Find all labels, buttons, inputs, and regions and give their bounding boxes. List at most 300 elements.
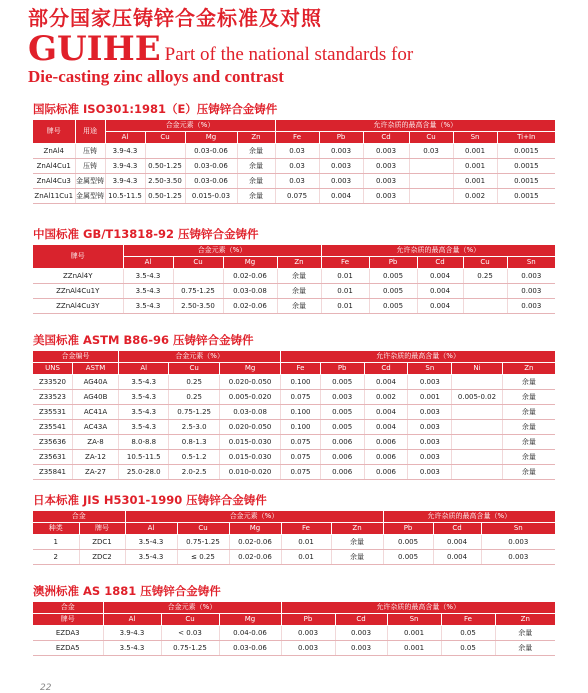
table-cell: 0.006 [364, 465, 408, 480]
table-cell [463, 299, 507, 314]
table-cell: 0.003 [408, 405, 452, 420]
table-cell: ≤ 0.25 [177, 550, 229, 565]
table-cell: 0.004 [417, 269, 463, 284]
section-title: 美国标准 ASTM B86-96 压铸锌合金铸件 [33, 333, 254, 347]
header-sub-cell: 牌号 [33, 614, 103, 626]
table-cell: 0.075 [281, 450, 320, 465]
header-sub-cell: Al [119, 363, 169, 375]
header-group-cell: 允许杂质的最高含量（%） [321, 245, 555, 257]
table-cell: 0.003 [408, 420, 452, 435]
header-sub-cell: Fe [281, 363, 320, 375]
table-cell: 3.9-4.3 [105, 174, 145, 189]
header-sub-cell: Cd [335, 614, 387, 626]
table-cell: 0.0015 [497, 174, 555, 189]
table-cell: 0.015-0.030 [219, 450, 280, 465]
header-group-cell: 合金 [33, 511, 125, 523]
standards-table [33, 511, 555, 565]
standards-table [33, 351, 555, 480]
table-cell: 0.005 [383, 550, 433, 565]
table-row [33, 420, 555, 435]
table-row [33, 269, 555, 284]
header-sub-cell: Sn [481, 523, 555, 535]
table-cell: 0.01 [281, 550, 331, 565]
table-cell: 0.003 [319, 159, 363, 174]
table-row [33, 405, 555, 420]
header-sub-cell: Pb [281, 614, 335, 626]
table-cell: 25.0-28.0 [119, 465, 169, 480]
table-cell: 0.005 [369, 299, 417, 314]
table-cell: 0.005 [369, 284, 417, 299]
header-sub-cell: Al [125, 523, 177, 535]
table-cell: 0.03-0.08 [219, 405, 280, 420]
table-cell: 0.003 [363, 174, 409, 189]
table-cell: 余量 [495, 626, 555, 641]
standards-table [33, 120, 555, 204]
table-cell: 0.02-0.06 [229, 550, 281, 565]
table-cell: Z35541 [33, 420, 72, 435]
header-sub-cell: Fe [281, 523, 331, 535]
table-cell: 0.006 [320, 465, 364, 480]
table-cell: 余量 [502, 465, 555, 480]
table-cell: 0.005 [320, 420, 364, 435]
table-cell: 余量 [502, 450, 555, 465]
table-row [33, 144, 555, 159]
table-cell: 3.5-4.3 [125, 535, 177, 550]
table-row [33, 174, 555, 189]
table-cell: 0.002 [453, 189, 497, 204]
table-cell: 0.50-1.25 [145, 159, 185, 174]
header-sub-cell: UNS [33, 363, 72, 375]
table-row [33, 465, 555, 480]
table-cell [409, 174, 453, 189]
header-sub-cell: Zn [331, 523, 383, 535]
section-gb [33, 226, 555, 314]
header-sub-cell: Pb [320, 363, 364, 375]
table-cell: 0.25 [169, 375, 219, 390]
header-sub-cell: Zn [237, 132, 275, 144]
header-sub-cell: Sn [408, 363, 452, 375]
table-cell: ZZnAl4Y [33, 269, 123, 284]
table-cell [452, 450, 502, 465]
table-cell: 0.03-0.06 [185, 159, 237, 174]
header-group-cell: 允许杂质的最高含量（%） [281, 351, 555, 363]
table-row [33, 535, 555, 550]
table-row [33, 641, 555, 656]
table-cell: 0.003 [481, 535, 555, 550]
table-cell: 0.03-0.06 [185, 174, 237, 189]
table-cell: ZA-27 [72, 465, 118, 480]
table-cell: 0.75-1.25 [177, 535, 229, 550]
table-cell: 0.004 [417, 284, 463, 299]
header-sub-cell: Pb [383, 523, 433, 535]
table-cell: 0.003 [481, 550, 555, 565]
table-cell: 0.01 [281, 535, 331, 550]
table-cell: Z35636 [33, 435, 72, 450]
header-group-row [33, 351, 555, 363]
table-cell: 0.5-1.2 [169, 450, 219, 465]
table-cell: AC43A [72, 420, 118, 435]
table-cell: 0.001 [453, 159, 497, 174]
header-group-cell: 牌号 [33, 245, 123, 269]
table-cell: 金属型铸 [75, 189, 105, 204]
table-cell: ZnAl4Cu3 [33, 174, 75, 189]
page-header [28, 6, 568, 87]
table-cell [145, 144, 185, 159]
table-cell: 3.9-4.3 [103, 626, 161, 641]
table-cell: 3.5-4.3 [123, 284, 173, 299]
table-cell: 0.075 [281, 435, 320, 450]
table-cell: 0.004 [364, 405, 408, 420]
table-cell: 0.004 [433, 550, 481, 565]
table-cell: 余量 [237, 174, 275, 189]
table-cell: 0.100 [281, 420, 320, 435]
table-cell: 0.015-0.030 [219, 435, 280, 450]
table-row [33, 450, 555, 465]
header-sub-cell: 种类 [33, 523, 79, 535]
table-cell: 0.03-0.06 [219, 641, 281, 656]
table-cell: 3.5-4.3 [119, 405, 169, 420]
header-group-cell: 合金元素（%） [123, 245, 321, 257]
table-cell: 0.02-0.06 [229, 535, 281, 550]
table-cell: 0.003 [335, 641, 387, 656]
header-sub-cell: Cu [463, 257, 507, 269]
header-sub-cell: Fe [441, 614, 495, 626]
table-cell: 0.0015 [497, 144, 555, 159]
table-cell: 余量 [331, 535, 383, 550]
header-sub-cell: Cu [169, 363, 219, 375]
table-cell: 压铸 [75, 144, 105, 159]
table-cell: 0.002 [364, 390, 408, 405]
table-cell: 0.75-1.25 [173, 284, 223, 299]
header-group-cell: 用途 [75, 120, 105, 144]
table-cell: 余量 [277, 299, 321, 314]
table-cell: Z33523 [33, 390, 72, 405]
header-sub-cell: Cu [409, 132, 453, 144]
table-cell: 余量 [237, 159, 275, 174]
table-cell: 0.001 [387, 641, 441, 656]
table-cell: 0.020-0.050 [219, 375, 280, 390]
table-cell: 0.75-1.25 [169, 405, 219, 420]
table-cell: 0.03 [275, 144, 319, 159]
header-sub-cell: Mg [223, 257, 277, 269]
chinese-title: 部分国家压铸锌合金标准及对照 [28, 6, 322, 30]
table-cell: 0.003 [319, 144, 363, 159]
table-row [33, 375, 555, 390]
table-cell [452, 375, 502, 390]
table-cell: 金属型铸 [75, 174, 105, 189]
table-cell: 0.004 [319, 189, 363, 204]
header-sub-cell: Al [103, 614, 161, 626]
header-sub-cell: Cu [161, 614, 219, 626]
table-cell: 0.004 [433, 535, 481, 550]
table-cell: 0.03 [409, 144, 453, 159]
header-group-row [33, 120, 555, 132]
table-cell: 3.9-4.3 [105, 159, 145, 174]
table-cell: 余量 [502, 390, 555, 405]
section-title: 中国标准 GB/T13818-92 压铸锌合金铸件 [33, 227, 259, 241]
table-cell: 压铸 [75, 159, 105, 174]
header-sub-cell: Pb [319, 132, 363, 144]
table-cell: 0.075 [281, 390, 320, 405]
table-cell: 0.006 [320, 435, 364, 450]
table-cell: 0.003 [363, 189, 409, 204]
table-cell: 0.003 [507, 269, 555, 284]
table-cell: 0.001 [453, 144, 497, 159]
table-cell: 0.003 [281, 626, 335, 641]
header-sub-cell: Cd [364, 363, 408, 375]
table-cell [409, 189, 453, 204]
brand-subtitle: Part of the national standards for [164, 44, 414, 65]
table-cell: 2 [33, 550, 79, 565]
table-cell: 10.5-11.5 [105, 189, 145, 204]
table-row [33, 189, 555, 204]
header-sub-cell: Sn [453, 132, 497, 144]
table-cell: 0.003 [363, 144, 409, 159]
header-group-row [33, 511, 555, 523]
table-cell: Z35841 [33, 465, 72, 480]
standards-table [33, 245, 555, 314]
table-cell: ZnAl4Cu1 [33, 159, 75, 174]
table-cell: 0.04-0.06 [219, 626, 281, 641]
table-cell: 1 [33, 535, 79, 550]
header-sub-cell: 牌号 [79, 523, 125, 535]
table-cell [452, 405, 502, 420]
header-sub-cell: Zn [277, 257, 321, 269]
table-cell [173, 269, 223, 284]
header-group-cell: 合金元素（%） [103, 602, 281, 614]
table-cell: 余量 [502, 405, 555, 420]
section-jis [33, 492, 555, 565]
table-row [33, 626, 555, 641]
table-cell: 0.01 [321, 269, 369, 284]
table-cell: 3.5-4.3 [119, 375, 169, 390]
header-group-row [33, 245, 555, 257]
table-cell: 0.020-0.050 [219, 420, 280, 435]
table-cell: 0.03 [275, 159, 319, 174]
table-cell: 0.004 [364, 420, 408, 435]
table-cell [452, 420, 502, 435]
header-group-cell: 合金元素（%） [125, 511, 383, 523]
table-cell: 0.8-1.3 [169, 435, 219, 450]
table-cell: 0.05 [441, 626, 495, 641]
table-cell [452, 435, 502, 450]
table-cell: 0.001 [408, 390, 452, 405]
table-cell: 0.003 [319, 174, 363, 189]
section-astm [33, 332, 555, 480]
table-cell: 0.005 [320, 405, 364, 420]
table-cell: < 0.03 [161, 626, 219, 641]
table-cell: 0.0015 [497, 189, 555, 204]
table-cell: 余量 [502, 420, 555, 435]
table-cell: 0.003 [335, 626, 387, 641]
table-row [33, 390, 555, 405]
table-cell: 0.005 [320, 375, 364, 390]
table-cell: 3.5-4.3 [119, 390, 169, 405]
section-title: 澳洲标准 AS 1881 压铸锌合金铸件 [33, 584, 221, 598]
header-sub-cell: Fe [321, 257, 369, 269]
header-sub-cell: Ni [452, 363, 502, 375]
table-cell [463, 284, 507, 299]
header-sub-cell: Cd [417, 257, 463, 269]
section-title: 日本标准 JIS H5301-1990 压铸锌合金铸件 [33, 493, 267, 507]
header-group-cell: 允许杂质的最高含量（%） [275, 120, 555, 132]
table-row [33, 435, 555, 450]
table-cell: 余量 [277, 284, 321, 299]
header-sub-cell: Zn [502, 363, 555, 375]
header-group-cell: 合金编号 [33, 351, 119, 363]
table-cell: 0.003 [408, 465, 452, 480]
header-sub-cell: Pb [369, 257, 417, 269]
header-sub-row [33, 523, 555, 535]
table-cell: 0.25 [463, 269, 507, 284]
table-cell: 0.001 [453, 174, 497, 189]
header-sub-cell: Mg [219, 363, 280, 375]
table-cell: Z35531 [33, 405, 72, 420]
table-cell: 余量 [502, 435, 555, 450]
section-as [33, 583, 555, 656]
table-cell: 0.075 [281, 465, 320, 480]
table-cell: 余量 [277, 269, 321, 284]
table-cell: ZnAl11Cu1 [33, 189, 75, 204]
header-sub-row [33, 132, 555, 144]
table-row [33, 299, 555, 314]
table-cell: 0.25 [169, 390, 219, 405]
table-row [33, 284, 555, 299]
table-cell: 0.003 [363, 159, 409, 174]
header-sub-cell: Sn [387, 614, 441, 626]
table-cell: ZDC2 [79, 550, 125, 565]
table-cell: 0.075 [275, 189, 319, 204]
table-cell: 0.005 [369, 269, 417, 284]
header-sub-cell: Al [105, 132, 145, 144]
table-cell: 2.50-3.50 [173, 299, 223, 314]
table-cell: 3.9-4.3 [105, 144, 145, 159]
table-cell: 0.100 [281, 375, 320, 390]
header-sub-cell: Cu [177, 523, 229, 535]
table-cell: AG40B [72, 390, 118, 405]
table-cell: 0.75-1.25 [161, 641, 219, 656]
table-cell: 0.003 [507, 299, 555, 314]
section-title: 国际标准 ISO301:1981（E）压铸锌合金铸件 [33, 102, 278, 116]
table-cell: 0.004 [417, 299, 463, 314]
brand-line [28, 31, 568, 67]
header-group-cell: 牌号 [33, 120, 75, 144]
table-cell: 余量 [237, 189, 275, 204]
header-sub-cell: Cd [363, 132, 409, 144]
table-cell: 0.100 [281, 405, 320, 420]
english-subtitle: Die-casting zinc alloys and contrast [28, 67, 284, 86]
header-sub-cell: Cd [433, 523, 481, 535]
header-group-row [33, 602, 555, 614]
table-cell: 0.0015 [497, 159, 555, 174]
header-sub-cell: ASTM [72, 363, 118, 375]
table-cell: 3.5-4.3 [125, 550, 177, 565]
table-cell: 10.5-11.5 [119, 450, 169, 465]
table-cell: 0.003 [408, 450, 452, 465]
table-cell: 余量 [495, 641, 555, 656]
table-cell: EZDA3 [33, 626, 103, 641]
table-cell [409, 159, 453, 174]
table-cell: 0.005 [383, 535, 433, 550]
table-cell: 0.005-0.020 [219, 390, 280, 405]
table-cell: 0.02-0.06 [223, 269, 277, 284]
table-cell: 0.03 [275, 174, 319, 189]
header-sub-cell: Mg [185, 132, 237, 144]
header-group-cell: 合金 [33, 602, 103, 614]
table-cell: 0.05 [441, 641, 495, 656]
table-cell: 0.03-0.06 [185, 144, 237, 159]
table-cell: 0.015-0.03 [185, 189, 237, 204]
header-sub-cell: Al [123, 257, 173, 269]
table-cell: 2.50-3.50 [145, 174, 185, 189]
table-cell: 0.02-0.06 [223, 299, 277, 314]
header-sub-cell: Sn [507, 257, 555, 269]
table-cell: 0.003 [281, 641, 335, 656]
table-cell: ZZnAl4Cu1Y [33, 284, 123, 299]
table-cell: 余量 [502, 375, 555, 390]
table-cell: 0.010-0.020 [219, 465, 280, 480]
header-sub-row [33, 614, 555, 626]
header-sub-cell: Fe [275, 132, 319, 144]
table-cell: 3.5-4.3 [119, 420, 169, 435]
table-cell: 余量 [331, 550, 383, 565]
table-cell: 0.003 [507, 284, 555, 299]
standards-table [33, 602, 555, 656]
table-cell: ZnAl4 [33, 144, 75, 159]
header-group-cell: 允许杂质的最高含量（%） [383, 511, 555, 523]
table-cell: Z33520 [33, 375, 72, 390]
header-group-cell: 合金元素（%） [119, 351, 281, 363]
header-sub-cell: Zn [495, 614, 555, 626]
table-row [33, 159, 555, 174]
table-cell: AC41A [72, 405, 118, 420]
table-cell: 0.003 [408, 435, 452, 450]
table-cell: 2.0-2.5 [169, 465, 219, 480]
table-row [33, 550, 555, 565]
table-cell: EZDA5 [33, 641, 103, 656]
table-cell: ZA-12 [72, 450, 118, 465]
table-cell: 0.006 [364, 450, 408, 465]
table-cell: 0.003 [408, 375, 452, 390]
header-sub-row [33, 363, 555, 375]
table-cell: 0.005-0.02 [452, 390, 502, 405]
table-cell: 3.5-4.3 [103, 641, 161, 656]
table-cell [452, 465, 502, 480]
table-cell: ZDC1 [79, 535, 125, 550]
table-cell: 0.003 [320, 390, 364, 405]
table-cell: 3.5-4.3 [123, 269, 173, 284]
table-cell: 0.004 [364, 375, 408, 390]
table-cell: 2.5-3.0 [169, 420, 219, 435]
table-cell: 0.006 [320, 450, 364, 465]
table-cell: 8.0-8.8 [119, 435, 169, 450]
table-cell: 3.5-4.3 [123, 299, 173, 314]
table-cell: 0.01 [321, 284, 369, 299]
table-cell: ZZnAl4Cu3Y [33, 299, 123, 314]
table-cell: 0.006 [364, 435, 408, 450]
header-sub-cell: Mg [229, 523, 281, 535]
table-cell: 0.50-1.25 [145, 189, 185, 204]
header-sub-cell: Mg [219, 614, 281, 626]
header-group-cell: 合金元素（%） [105, 120, 275, 132]
table-cell: 0.01 [321, 299, 369, 314]
table-cell: 0.03-0.08 [223, 284, 277, 299]
brand-name: GUIHE [28, 29, 161, 69]
table-cell: 余量 [237, 144, 275, 159]
table-cell: Z35631 [33, 450, 72, 465]
header-group-cell: 允许杂质的最高含量（%） [281, 602, 555, 614]
page-number: 22 [40, 683, 52, 693]
